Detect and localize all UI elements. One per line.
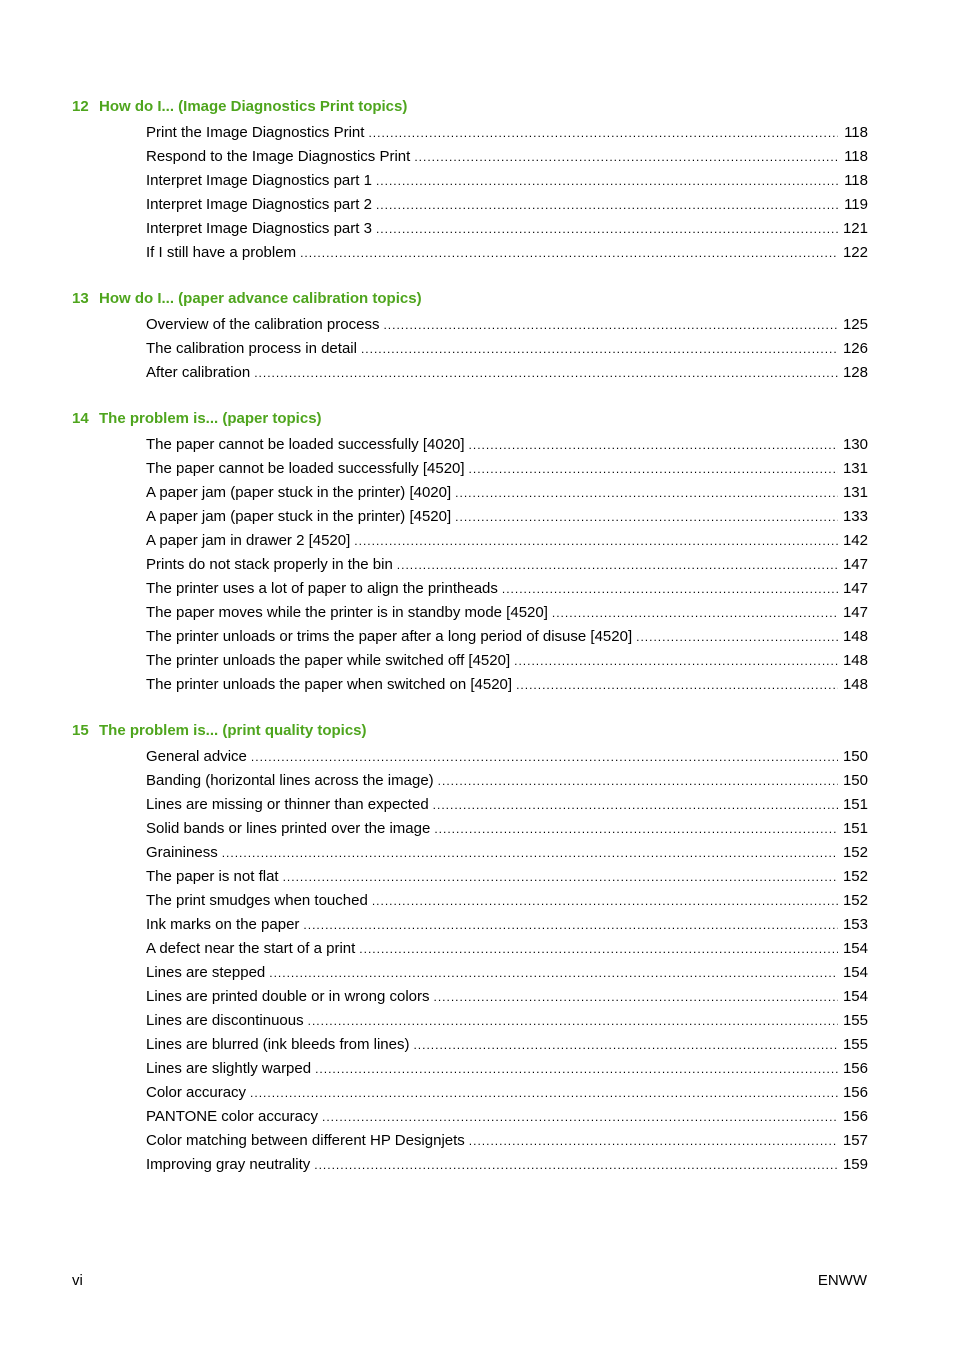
toc-entry-title: Color accuracy [146,1084,247,1101]
toc-entry[interactable] [146,1033,868,1057]
toc-entry-page-number: 122 [842,244,868,261]
toc-entry[interactable] [146,1105,868,1129]
toc-entry[interactable] [146,361,868,385]
chapter-section [72,96,868,265]
toc-entry-page-number: 155 [842,1012,868,1029]
toc-entry-page-number: 118 [844,148,868,165]
dot-leader [222,841,838,865]
chapter-number: 13 [72,290,89,307]
footer-code: ENWW [817,1272,867,1289]
dot-leader [434,985,839,1009]
dot-leader [314,1153,838,1177]
toc-entry-page-number: 152 [842,844,868,861]
toc-entry-title: The paper cannot be loaded successfully [4020] [146,436,465,453]
dot-leader [413,1033,838,1057]
toc-entry[interactable] [146,241,868,265]
dot-leader [376,169,838,193]
toc-entry-page-number: 147 [842,580,868,597]
toc-entry[interactable] [146,769,868,793]
dot-leader [414,145,838,169]
toc-entry-title: Ink marks on the paper [146,916,300,933]
dot-leader [361,337,838,361]
dot-leader [283,865,838,889]
toc-entry-page-number: 148 [842,628,868,645]
toc-entry-page-number: 130 [842,436,868,453]
dot-leader [433,793,838,817]
toc-entry-title: Overview of the calibration process [146,316,380,333]
dot-leader [251,745,838,769]
chapter-section [72,408,868,697]
toc-entry-title: The paper moves while the printer is in standby mode [4520] [146,604,548,621]
dot-leader [354,529,838,553]
dot-leader [308,1009,838,1033]
toc-entry[interactable] [146,841,868,865]
dot-leader [250,1081,838,1105]
chapter-heading[interactable] [72,408,868,430]
toc-entry-page-number: 118 [844,124,868,141]
toc-entry[interactable] [146,337,868,361]
toc-entry[interactable] [146,433,868,457]
dot-leader [469,433,838,457]
dot-leader [514,649,838,673]
toc-entry-page-number: 133 [842,508,868,525]
dot-leader [469,1129,838,1153]
toc-entry-page-number: 125 [842,316,868,333]
dot-leader [397,553,838,577]
toc-entry-title: General advice [146,748,247,765]
toc-entry-title: Interpret Image Diagnostics part 2 [146,196,372,213]
dot-leader [516,673,838,697]
toc-entry[interactable] [146,649,868,673]
toc-entry-title: A paper jam in drawer 2 [4520] [146,532,351,549]
toc-entry-page-number: 151 [842,820,868,837]
toc-entry-page-number: 159 [842,1156,868,1173]
dot-leader [455,505,838,529]
toc-entry-title: Interpret Image Diagnostics part 1 [146,172,372,189]
toc-entry-page-number: 156 [842,1060,868,1077]
toc-entry-title: Respond to the Image Diagnostics Print [146,148,411,165]
toc-entry-title: A paper jam (paper stuck in the printer) [4520] [146,508,452,525]
toc-entry-title: Lines are blurred (ink bleeds from lines) [146,1036,410,1053]
toc-entry[interactable] [146,505,868,529]
toc-entry[interactable] [146,529,868,553]
chapter-heading[interactable] [72,720,868,742]
chapter-section [72,720,868,1177]
toc-entry[interactable] [146,745,868,769]
dot-leader [552,601,838,625]
toc-entry[interactable] [146,985,868,1009]
toc-entry-title: Lines are missing or thinner than expected [146,796,429,813]
toc-entry[interactable] [146,1057,868,1081]
toc-entry-page-number: 119 [844,196,868,213]
toc-entry-title: The paper is not flat [146,868,279,885]
toc-entry[interactable] [146,961,868,985]
toc-entry[interactable] [146,457,868,481]
dot-leader [322,1105,838,1129]
toc-entry-page-number: 154 [842,988,868,1005]
toc-entry[interactable] [146,817,868,841]
toc-entry-page-number: 155 [842,1036,868,1053]
toc-entry-title: Lines are printed double or in wrong colors [146,988,430,1005]
toc-entry-title: Print the Image Diagnostics Print [146,124,365,141]
toc-entry-title: Prints do not stack properly in the bin [146,556,393,573]
dot-leader [376,217,838,241]
chapter-section [72,288,868,385]
toc-entry-title: Banding (horizontal lines across the image) [146,772,434,789]
toc-entry-title: The printer uses a lot of paper to align the printheads [146,580,498,597]
toc-entry[interactable] [146,913,868,937]
toc-entry-page-number: 142 [842,532,868,549]
toc-entry-title: Solid bands or lines printed over the image [146,820,431,837]
chapter-title: How do I... (paper advance calibration topics) [99,290,422,307]
toc-entry-page-number: 154 [842,964,868,981]
toc-entry-page-number: 153 [842,916,868,933]
toc-entry[interactable] [146,217,868,241]
toc-entry-title: Color matching between different HP Designjets [146,1132,465,1149]
toc-entry-title: A paper jam (paper stuck in the printer) [4020] [146,484,452,501]
toc-entry-title: Improving gray neutrality [146,1156,311,1173]
dot-leader [300,241,838,265]
toc-entry-title: If I still have a problem [146,244,297,261]
toc-entry-page-number: 148 [842,652,868,669]
dot-leader [368,121,838,145]
dot-leader [269,961,838,985]
dot-leader [372,889,838,913]
toc-entry[interactable] [146,865,868,889]
toc-entry[interactable] [146,673,868,697]
toc-entry[interactable] [146,169,868,193]
toc-entry[interactable] [146,625,868,649]
toc-entry[interactable] [146,121,868,145]
toc-entry-page-number: 151 [842,796,868,813]
dot-leader [383,313,838,337]
toc-entry-title: The calibration process in detail [146,340,357,357]
toc-entry[interactable] [146,937,868,961]
toc-entry-page-number: 150 [842,748,868,765]
toc-entry-page-number: 118 [844,172,868,189]
dot-leader [303,913,838,937]
toc-entry[interactable] [146,145,868,169]
dot-leader [455,481,838,505]
toc-entry-title: Lines are discontinuous [146,1012,304,1029]
toc-entry[interactable] [146,1081,868,1105]
chapter-number: 12 [72,98,89,115]
toc-entry[interactable] [146,889,868,913]
toc-entry[interactable] [146,1129,868,1153]
toc-entry[interactable] [146,577,868,601]
chapter-heading[interactable] [72,96,868,118]
toc-entry[interactable] [146,193,868,217]
toc-entry-title: Lines are slightly warped [146,1060,312,1077]
toc-entry-title: The printer unloads the paper when switched on [4520] [146,676,513,693]
dot-leader [254,361,838,385]
toc-entry-title: After calibration [146,364,251,381]
toc-entry-page-number: 154 [842,940,868,957]
chapter-heading[interactable] [72,288,868,310]
toc-entry-page-number: 147 [842,604,868,621]
toc-entry[interactable] [146,601,868,625]
toc-entry-page-number: 156 [842,1108,868,1125]
toc-entry-page-number: 148 [842,676,868,693]
dot-leader [438,769,838,793]
toc-entry[interactable] [146,553,868,577]
toc-entry-page-number: 150 [842,772,868,789]
chapter-title: The problem is... (print quality topics) [99,722,367,739]
toc-entry[interactable] [146,481,868,505]
toc-entry-title: The print smudges when touched [146,892,368,909]
toc-entry-page-number: 152 [842,868,868,885]
toc-entry-page-number: 152 [842,892,868,909]
toc-entry-page-number: 131 [842,460,868,477]
dot-leader [502,577,838,601]
dot-leader [376,193,838,217]
dot-leader [315,1057,838,1081]
toc-entry[interactable] [146,1009,868,1033]
toc-entry-title: Lines are stepped [146,964,266,981]
dot-leader [434,817,838,841]
toc-entry-page-number: 126 [842,340,868,357]
toc-entry-title: A defect near the start of a print [146,940,356,957]
chapter-number: 15 [72,722,89,739]
toc-entry-title: PANTONE color accuracy [146,1108,318,1125]
toc-entry-page-number: 128 [842,364,868,381]
chapter-number: 14 [72,410,89,427]
toc-entry-title: Graininess [146,844,218,861]
table-of-contents [72,96,868,1200]
toc-entry-page-number: 157 [842,1132,868,1149]
chapter-title: The problem is... (paper topics) [99,410,322,427]
toc-entry[interactable] [146,793,868,817]
toc-entry-page-number: 131 [842,484,868,501]
toc-entry-page-number: 121 [842,220,868,237]
toc-entry-page-number: 147 [842,556,868,573]
toc-entry-title: The printer unloads the paper while switched off [4520] [146,652,511,669]
dot-leader [359,937,838,961]
dot-leader [636,625,838,649]
toc-entry-page-number: 156 [842,1084,868,1101]
toc-entry-title: The printer unloads or trims the paper after a long period of disuse [4520] [146,628,633,645]
toc-entry[interactable] [146,1153,868,1177]
toc-entry-title: The paper cannot be loaded successfully [4520] [146,460,465,477]
toc-entry[interactable] [146,313,868,337]
dot-leader [469,457,838,481]
footer-page-number: vi [72,1272,83,1289]
toc-entry-title: Interpret Image Diagnostics part 3 [146,220,372,237]
chapter-title: How do I... (Image Diagnostics Print topics) [99,98,408,115]
